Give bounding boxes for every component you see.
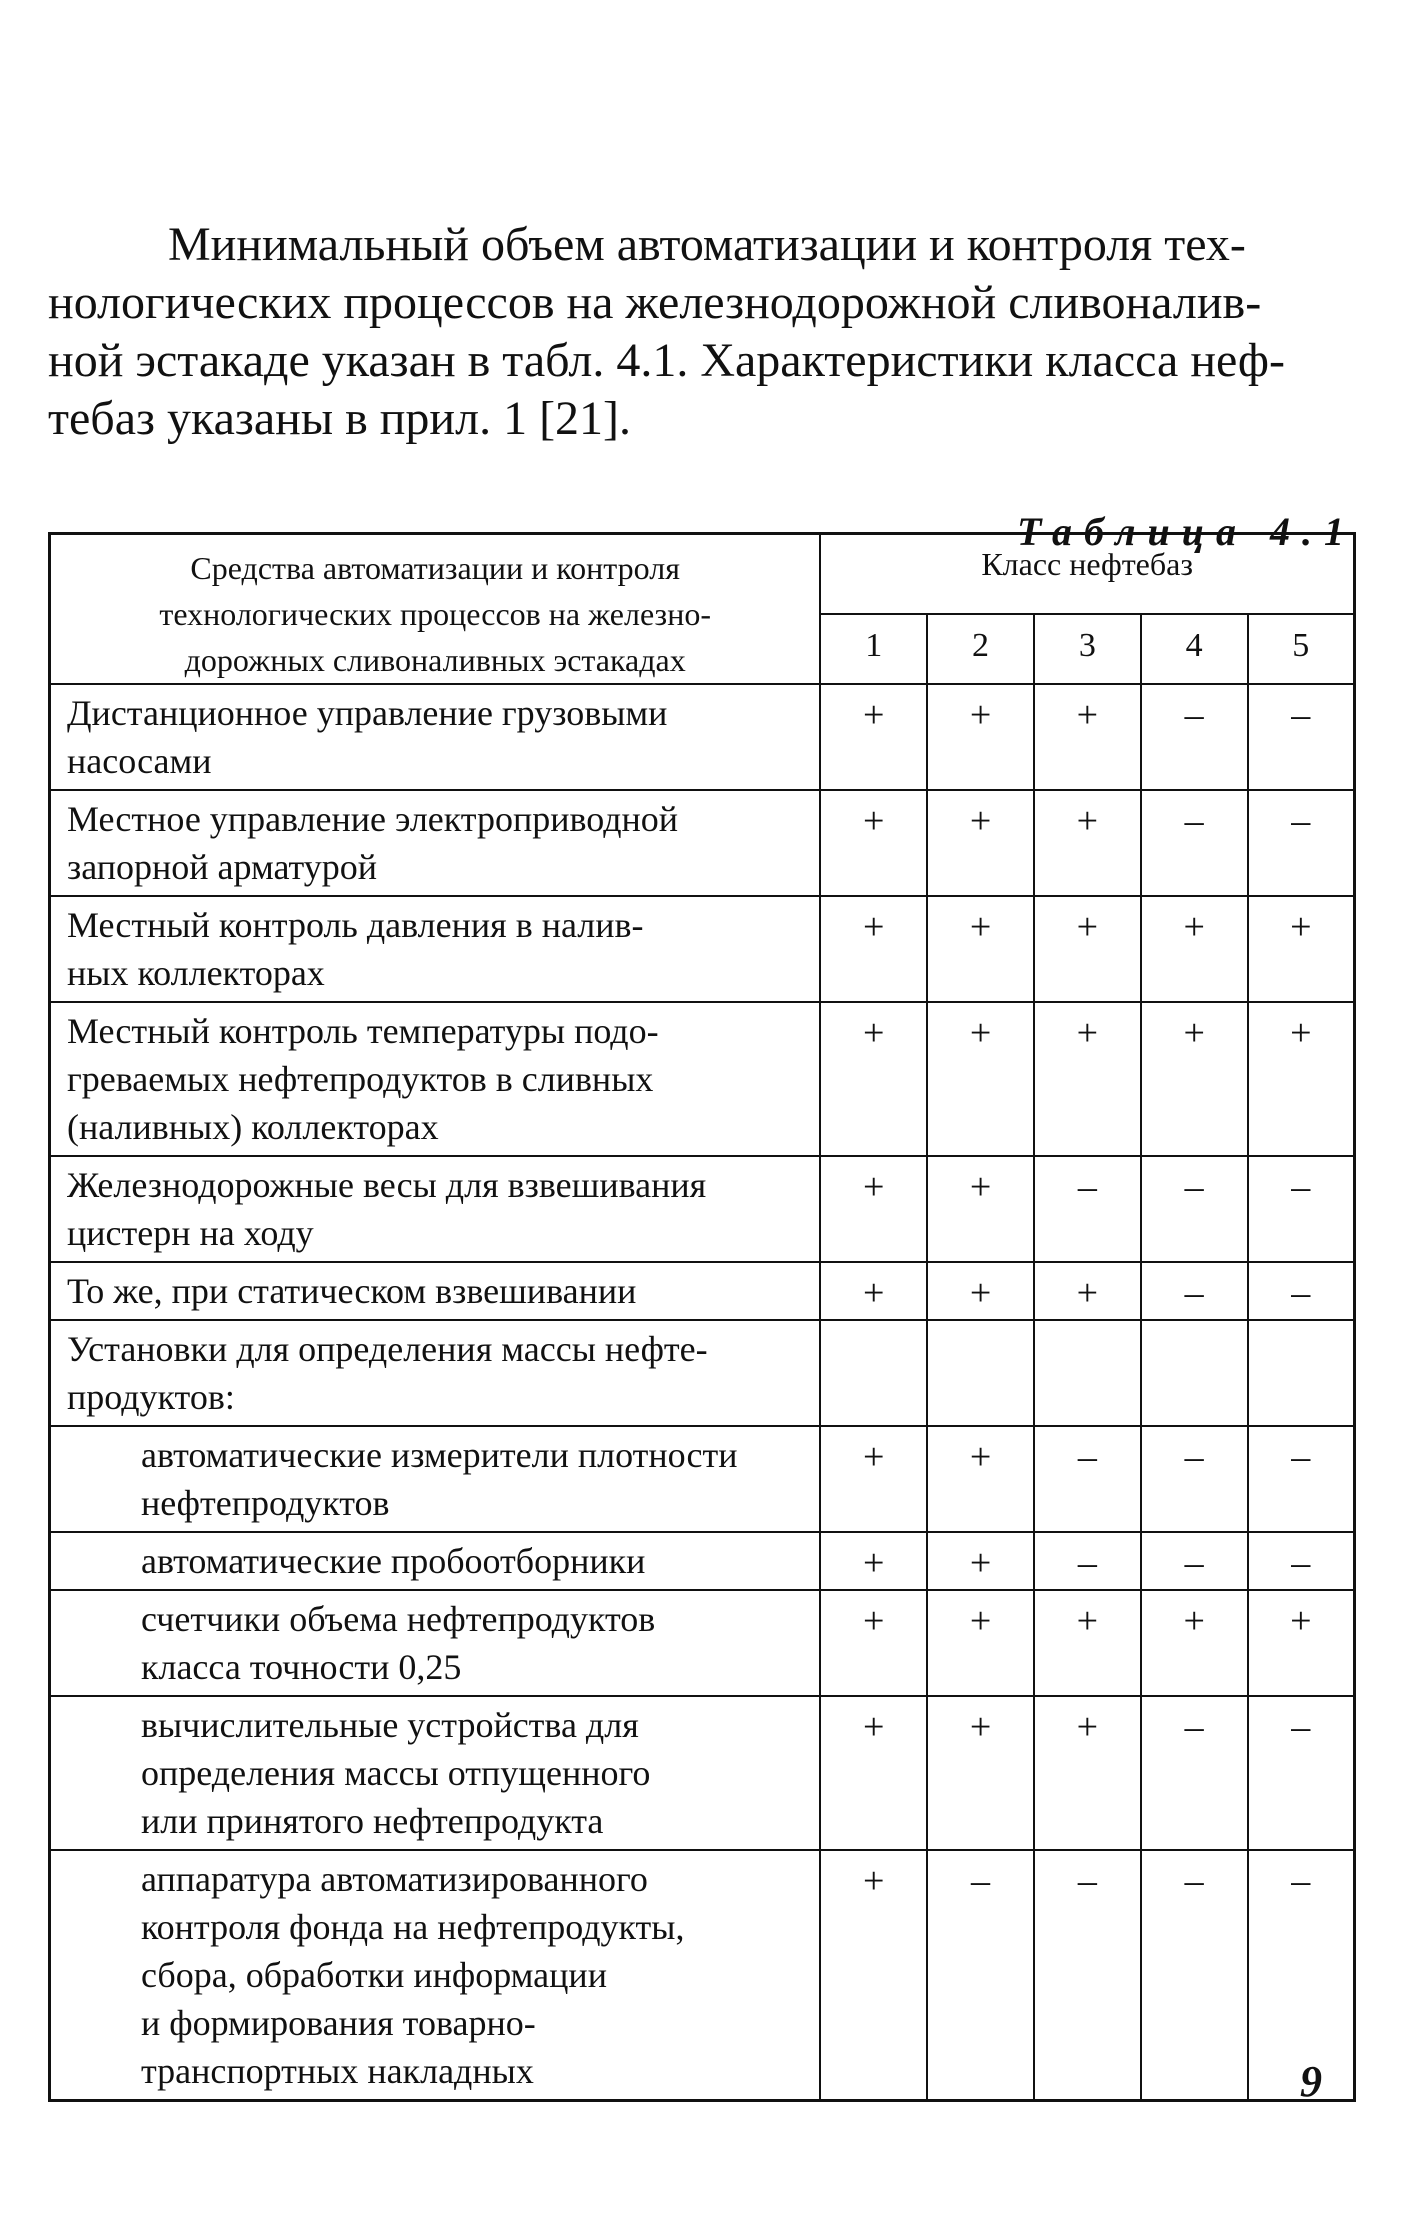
class-3-mark: – <box>1034 1850 1141 2101</box>
row-description-line: счетчики объема нефтепродуктов <box>141 1599 656 1639</box>
class-4-mark: – <box>1141 1850 1248 2101</box>
class-1-mark: + <box>820 1696 927 1850</box>
row-description-line: определения массы отпущенного <box>141 1753 651 1793</box>
class-3-mark: + <box>1034 684 1141 790</box>
class-4-mark: – <box>1141 1696 1248 1850</box>
table-row <box>50 1532 1355 1590</box>
class-2-mark: + <box>927 1002 1034 1156</box>
intro-paragraph <box>48 216 1358 448</box>
class-1-mark: + <box>820 1532 927 1590</box>
row-description-line: запорной арматурой <box>67 847 378 887</box>
row-description <box>50 1696 821 1850</box>
class-3-mark: + <box>1034 1590 1141 1696</box>
row-description-line: Дистанционное управление грузовыми <box>67 693 668 733</box>
table-row <box>50 1850 1355 2101</box>
class-3-mark: + <box>1034 790 1141 896</box>
page-number: 9 <box>1300 2057 1322 2106</box>
class-1-mark: + <box>820 1426 927 1532</box>
class-1-mark: + <box>820 1156 927 1262</box>
row-description-line: вычислительные устройства для <box>141 1705 639 1745</box>
table-row <box>50 1002 1355 1156</box>
row-description-line: контроля фонда на нефтепродукты, <box>141 1907 685 1947</box>
header-means-line: дорожных сливоналивных эстакадах <box>184 642 686 678</box>
row-description-line: Местный контроль давления в налив- <box>67 905 644 945</box>
table-row <box>50 1156 1355 1262</box>
class-4-mark: – <box>1141 1426 1248 1532</box>
header-class-3: 3 <box>1034 614 1141 684</box>
row-description <box>50 1850 821 2101</box>
row-description-line: Железнодорожные весы для взвешивания <box>67 1165 707 1205</box>
class-1-mark: + <box>820 896 927 1002</box>
class-1-mark: + <box>820 684 927 790</box>
table-row <box>50 1590 1355 1696</box>
class-2-mark: + <box>927 1262 1034 1320</box>
class-5-mark: – <box>1248 1156 1355 1262</box>
row-description-line: ных коллекторах <box>67 953 325 993</box>
row-description-line: продуктов: <box>67 1377 235 1417</box>
row-description <box>50 684 821 790</box>
row-description-line: автоматические пробоотборники <box>141 1541 646 1581</box>
class-5-mark: – <box>1248 1850 1355 2101</box>
class-2-mark: + <box>927 1156 1034 1262</box>
header-class-5: 5 <box>1248 614 1355 684</box>
row-description <box>50 1590 821 1696</box>
row-description-line: Местное управление электроприводной <box>67 799 679 839</box>
row-description <box>50 1426 821 1532</box>
table-body <box>50 684 1355 2101</box>
class-2-mark: + <box>927 1590 1034 1696</box>
row-description-line: класса точности 0,25 <box>141 1647 462 1687</box>
class-4-mark: + <box>1141 896 1248 1002</box>
class-2-mark <box>927 1320 1034 1426</box>
row-description-line: автоматические измерители плотности <box>141 1435 738 1475</box>
class-2-mark: + <box>927 1532 1034 1590</box>
table-row <box>50 1426 1355 1532</box>
class-4-mark <box>1141 1320 1248 1426</box>
header-class: Класс нефтебаз <box>820 534 1354 615</box>
row-description <box>50 1002 821 1156</box>
row-description-line: То же, при статическом взвешивании <box>67 1271 637 1311</box>
row-description <box>50 1262 821 1320</box>
row-description-line: нефтепродуктов <box>141 1483 390 1523</box>
table-caption: Таблица 4.1 <box>1017 509 1356 554</box>
class-4-mark: – <box>1141 1156 1248 1262</box>
header-means-line: технологических процессов на железно- <box>159 596 711 632</box>
table-row <box>50 684 1355 790</box>
row-description <box>50 790 821 896</box>
table-row <box>50 790 1355 896</box>
row-description-line: Установки для определения массы нефте- <box>67 1329 708 1369</box>
class-1-mark: + <box>820 1262 927 1320</box>
class-3-mark <box>1034 1320 1141 1426</box>
class-4-mark: – <box>1141 1262 1248 1320</box>
row-description-line: и формирования товарно- <box>141 2003 536 2043</box>
class-5-mark: – <box>1248 1426 1355 1532</box>
class-5-mark: – <box>1248 1262 1355 1320</box>
row-description-line: (наливных) коллекторах <box>67 1107 439 1147</box>
class-2-mark: – <box>927 1850 1034 2101</box>
row-description-line: транспортных накладных <box>141 2051 534 2091</box>
class-4-mark: + <box>1141 1590 1248 1696</box>
row-description <box>50 1320 821 1426</box>
class-2-mark: + <box>927 684 1034 790</box>
class-3-mark: + <box>1034 1002 1141 1156</box>
row-description-line: цистерн на ходу <box>67 1213 314 1253</box>
class-5-mark: + <box>1248 896 1355 1002</box>
class-4-mark: – <box>1141 684 1248 790</box>
row-description <box>50 896 821 1002</box>
table-row <box>50 896 1355 1002</box>
table-row <box>50 1262 1355 1320</box>
paragraph-line: Минимальный объем автоматизации и контроля тех- <box>168 218 1246 271</box>
header-class-2: 2 <box>927 614 1034 684</box>
row-description <box>50 1156 821 1262</box>
class-1-mark <box>820 1320 927 1426</box>
paragraph-line: ной эстакаде указан в табл. 4.1. Характеристики класса неф- <box>48 334 1285 387</box>
class-2-mark: + <box>927 1696 1034 1850</box>
class-1-mark: + <box>820 790 927 896</box>
class-1-mark: + <box>820 1590 927 1696</box>
class-5-mark: – <box>1248 1532 1355 1590</box>
header-class-1: 1 <box>820 614 927 684</box>
class-1-mark: + <box>820 1850 927 2101</box>
class-1-mark: + <box>820 1002 927 1156</box>
class-3-mark: + <box>1034 1262 1141 1320</box>
class-5-mark: + <box>1248 1002 1355 1156</box>
row-description-line: или принятого нефтепродукта <box>141 1801 604 1841</box>
row-description-line: сбора, обработки информации <box>141 1955 607 1995</box>
class-3-mark: – <box>1034 1156 1141 1262</box>
class-5-mark: – <box>1248 1696 1355 1850</box>
table-row <box>50 1320 1355 1426</box>
row-description-line: Местный контроль температуры подо- <box>67 1011 659 1051</box>
class-3-mark: + <box>1034 896 1141 1002</box>
row-description-line: греваемых нефтепродуктов в сливных <box>67 1059 654 1099</box>
class-4-mark: + <box>1141 1002 1248 1156</box>
row-description-line: аппаратура автоматизированного <box>141 1859 648 1899</box>
header-means <box>50 534 821 685</box>
class-5-mark: – <box>1248 790 1355 896</box>
class-2-mark: + <box>927 896 1034 1002</box>
class-5-mark: + <box>1248 1590 1355 1696</box>
header-means-line: Средства автоматизации и контроля <box>190 550 680 586</box>
class-2-mark: + <box>927 1426 1034 1532</box>
row-description <box>50 1532 821 1590</box>
row-description-line: насосами <box>67 741 212 781</box>
paragraph-line: нологических процессов на железнодорожной сливоналив- <box>48 276 1262 329</box>
automation-table <box>48 532 1356 2102</box>
class-2-mark: + <box>927 790 1034 896</box>
header-class-4: 4 <box>1141 614 1248 684</box>
class-5-mark <box>1248 1320 1355 1426</box>
class-3-mark: – <box>1034 1426 1141 1532</box>
paragraph-line: тебаз указаны в прил. 1 [21]. <box>48 392 632 445</box>
class-4-mark: – <box>1141 1532 1248 1590</box>
class-4-mark: – <box>1141 790 1248 896</box>
table-row <box>50 1696 1355 1850</box>
class-3-mark: – <box>1034 1532 1141 1590</box>
class-5-mark: – <box>1248 684 1355 790</box>
class-3-mark: + <box>1034 1696 1141 1850</box>
